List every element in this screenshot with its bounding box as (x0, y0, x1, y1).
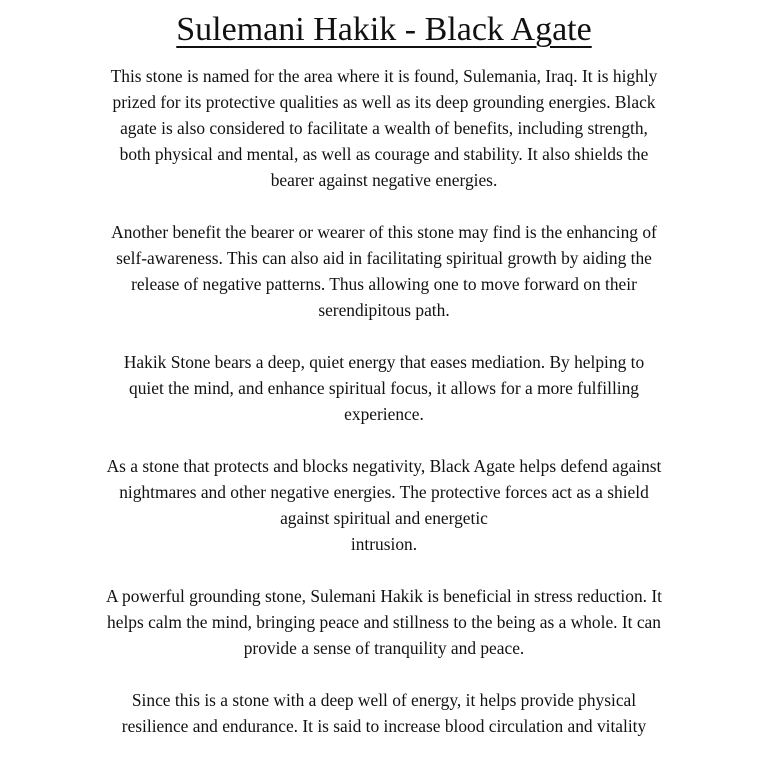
text-line: both physical and mental, as well as courage and stability. It also shields the (119, 144, 649, 164)
text-line: against spiritual and energetic (280, 508, 488, 528)
paragraph-energy (40, 687, 728, 739)
text-line: This stone is named for the area where it is found, Sulemania, Iraq. It is highly (110, 66, 658, 86)
text-line: nightmares and other negative energies. The protective forces act as a shield (119, 482, 649, 502)
text-line: quiet the mind, and enhance spiritual focus, it allows for a more fulfilling (129, 378, 639, 398)
text-line: helps calm the mind, bringing peace and stillness to the being as a whole. It can (107, 612, 661, 632)
page-title: Sulemani Hakik - Black Agate (176, 11, 592, 48)
text-line: resilience and endurance. It is said to increase blood circulation and vitality (121, 716, 647, 736)
text-line: provide a sense of tranquility and peace. (243, 638, 525, 658)
text-line: serendipitous path. (318, 300, 450, 320)
text-line: Another benefit the bearer or wearer of this stone may find is the enhancing of (111, 222, 657, 242)
paragraph-protection (40, 453, 728, 557)
text-line: self-awareness. This can also aid in facilitating spiritual growth by aiding the (116, 248, 652, 268)
text-line: Since this is a stone with a deep well of energy, it helps provide physical (131, 690, 637, 710)
text-line: As a stone that protects and blocks negativity, Black Agate helps defend against (106, 456, 662, 476)
paragraph-origin (40, 63, 728, 193)
text-line: prized for its protective qualities as well as its deep grounding energies. Black (112, 92, 656, 112)
text-line: Hakik Stone bears a deep, quiet energy that eases mediation. By helping to (123, 352, 645, 372)
text-line: bearer against negative energies. (270, 170, 498, 190)
document-body (40, 63, 728, 739)
paragraph-self-awareness (40, 219, 728, 323)
text-line: release of negative patterns. Thus allowing one to move forward on their (131, 274, 637, 294)
text-line: agate is also considered to facilitate a wealth of benefits, including strength, (120, 118, 648, 138)
paragraph-meditation (40, 349, 728, 427)
text-line: intrusion. (350, 534, 418, 554)
text-line: A powerful grounding stone, Sulemani Hakik is beneficial in stress reduction. It (106, 586, 662, 606)
paragraph-grounding (40, 583, 728, 661)
text-line: experience. (344, 404, 424, 424)
